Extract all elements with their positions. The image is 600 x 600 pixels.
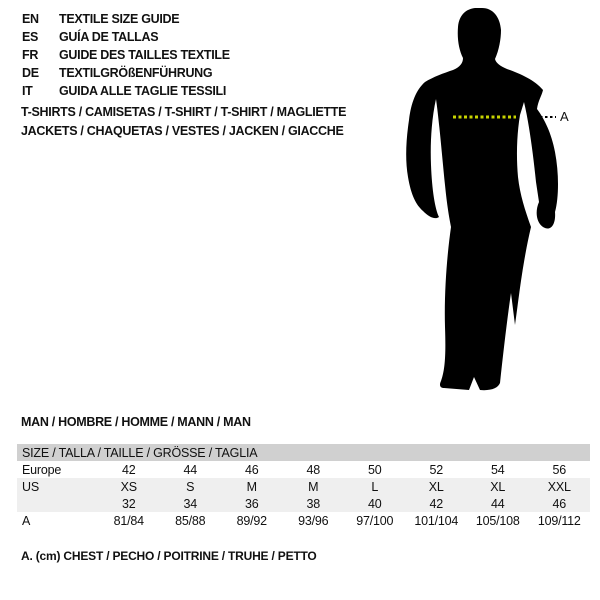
- language-row: [22, 28, 230, 46]
- man-silhouette-svg: [403, 5, 578, 395]
- cell: S: [160, 478, 222, 495]
- cell: 56: [552, 462, 567, 477]
- size-table-header-row: [17, 444, 590, 461]
- cell: 81/84: [113, 513, 144, 528]
- cell: 101/104: [414, 513, 459, 528]
- row-label: US: [17, 478, 98, 495]
- garment-line-tshirts: T-SHIRTS / CAMISETAS / T-SHIRT / T-SHIRT / MAGLIETTE: [21, 105, 347, 119]
- cell: 36: [221, 495, 283, 512]
- table-row-us: [17, 478, 590, 495]
- cell: XL: [467, 478, 529, 495]
- measure-label-a: A: [560, 109, 569, 124]
- cell: 32: [98, 495, 160, 512]
- cell: 52: [429, 462, 443, 477]
- language-title: TEXTILGRÖßENFÜHRUNG: [59, 66, 213, 80]
- row-label: Europe: [22, 462, 62, 477]
- cell: XS: [98, 478, 160, 495]
- table-row-alt-size: [17, 495, 590, 512]
- table-row-chest-a: [17, 512, 590, 529]
- garment-type-lines: [21, 103, 346, 140]
- cell: 44: [467, 495, 529, 512]
- language-row: [22, 64, 230, 82]
- measurement-legend: A. (cm) CHEST / PECHO / POITRINE / TRUHE / PETTO: [21, 549, 317, 563]
- cell: 97/100: [356, 513, 394, 528]
- cell: 89/92: [236, 513, 267, 528]
- language-title: GUIDE DES TAILLES TEXTILE: [59, 48, 230, 62]
- language-code: DE: [22, 66, 39, 80]
- cell: 48: [306, 462, 320, 477]
- cell: 93/96: [298, 513, 329, 528]
- section-title-man: MAN / HOMBRE / HOMME / MANN / MAN: [21, 415, 251, 429]
- cell: 46: [529, 495, 591, 512]
- row-label: [17, 495, 98, 512]
- cell: 46: [244, 462, 259, 477]
- row-label: A: [22, 513, 31, 528]
- cell: L: [344, 478, 406, 495]
- language-list: [22, 10, 230, 100]
- cell: 34: [160, 495, 222, 512]
- cell: XL: [406, 478, 468, 495]
- man-silhouette: [406, 8, 558, 390]
- table-row-europe: [17, 461, 590, 478]
- cell: 54: [490, 462, 505, 477]
- cell: 38: [283, 495, 345, 512]
- language-code: IT: [22, 84, 33, 98]
- cell: 42: [406, 495, 468, 512]
- cell: 40: [344, 495, 406, 512]
- language-row: [22, 82, 230, 100]
- language-code: FR: [22, 48, 39, 62]
- garment-line-jackets: JACKETS / CHAQUETAS / VESTES / JACKEN / GIACCHE: [21, 123, 344, 138]
- language-title: TEXTILE SIZE GUIDE: [59, 12, 180, 26]
- cell: 109/112: [537, 513, 581, 528]
- cell: 50: [367, 462, 382, 477]
- cell: 44: [183, 462, 197, 477]
- cell: 85/88: [175, 513, 206, 528]
- cell: 105/108: [475, 513, 520, 528]
- language-code: EN: [22, 12, 39, 26]
- language-row: [22, 46, 230, 64]
- size-table-header: SIZE / TALLA / TAILLE / GRÖSSE / TAGLIA: [17, 444, 590, 461]
- cell: M: [221, 478, 283, 495]
- cell: 42: [121, 462, 136, 477]
- cell: M: [283, 478, 345, 495]
- figure-area: [403, 5, 578, 395]
- language-title: GUÍA DE TALLAS: [59, 30, 159, 44]
- language-title: GUIDA ALLE TAGLIE TESSILI: [59, 84, 227, 98]
- language-row: [22, 10, 230, 28]
- cell: XXL: [529, 478, 591, 495]
- language-code: ES: [22, 30, 39, 44]
- size-table: [17, 444, 590, 529]
